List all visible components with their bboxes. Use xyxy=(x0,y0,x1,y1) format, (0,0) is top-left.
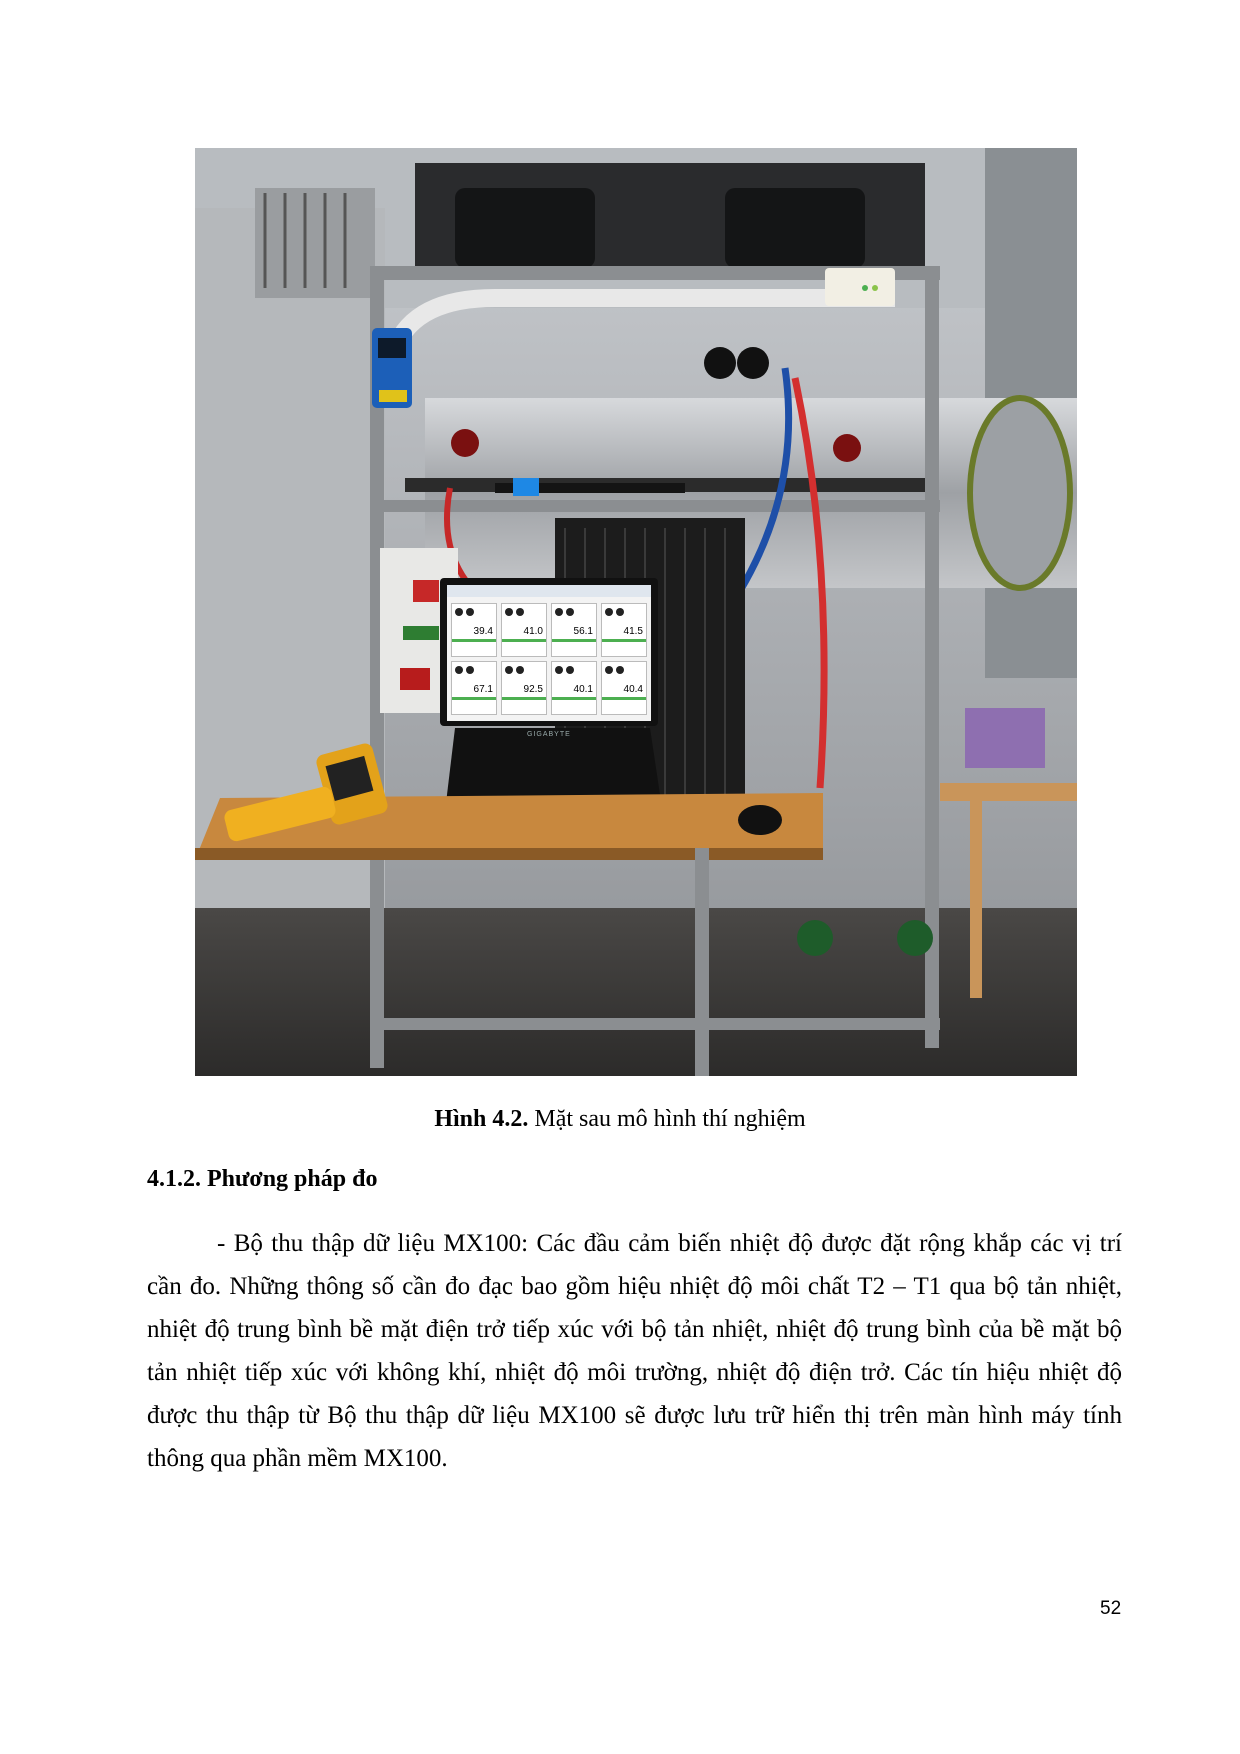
reading-cell xyxy=(551,661,597,715)
reading-cell xyxy=(551,603,597,657)
laptop-screen xyxy=(447,585,651,721)
reading-value: 41.0 xyxy=(523,626,543,637)
reading-value: 40.4 xyxy=(623,684,643,695)
laptop-brand-label: GIGABYTE xyxy=(527,731,571,738)
reading-cell xyxy=(501,661,547,715)
figure-photo xyxy=(195,148,1077,1076)
paragraph-text: - Bộ thu thập dữ liệu MX100: Các đầu cảm biến nhiệt độ được đặt rộng khắp các vị trí cần đo. Những thông số cần đo đạc bao gồm hiệu nhiệt độ môi chất T2 – T1 qua bộ tản nhiệt, nhiệt độ trung bình bề mặt điện trở tiếp xúc với bộ tản nhiệt, nhiệt độ trung bình của bề mặt bộ tản nhiệt tiếp xúc với không khí, nhiệt độ môi trường, nhiệt độ điện trở. Các tín hiệu nhiệt độ được thu thập từ Bộ thu thập dữ liệu MX100 sẽ được lưu trữ hiển thị trên màn hình máy tính thông qua phần mềm MX100. xyxy=(147,1230,1122,1472)
readings-grid xyxy=(451,603,647,715)
page-number: 52 xyxy=(1100,1598,1122,1619)
reading-cell xyxy=(601,603,647,657)
caption-label: Hình 4.2. xyxy=(434,1106,529,1132)
reading-value: 92.5 xyxy=(523,684,543,695)
reading-value: 40.1 xyxy=(573,684,593,695)
reading-cell xyxy=(601,661,647,715)
reading-value: 67.1 xyxy=(473,684,493,695)
reading-cell xyxy=(451,603,497,657)
reading-value: 39.4 xyxy=(473,626,493,637)
reading-cell xyxy=(451,661,497,715)
reading-value: 56.1 xyxy=(573,626,593,637)
reading-cell xyxy=(501,603,547,657)
figure-caption xyxy=(0,1103,1240,1135)
reading-value: 41.5 xyxy=(623,626,643,637)
section-heading: 4.1.2. Phương pháp đo xyxy=(147,1166,378,1192)
body-paragraph xyxy=(147,1222,1122,1480)
caption-text: Mặt sau mô hình thí nghiệm xyxy=(534,1106,806,1132)
